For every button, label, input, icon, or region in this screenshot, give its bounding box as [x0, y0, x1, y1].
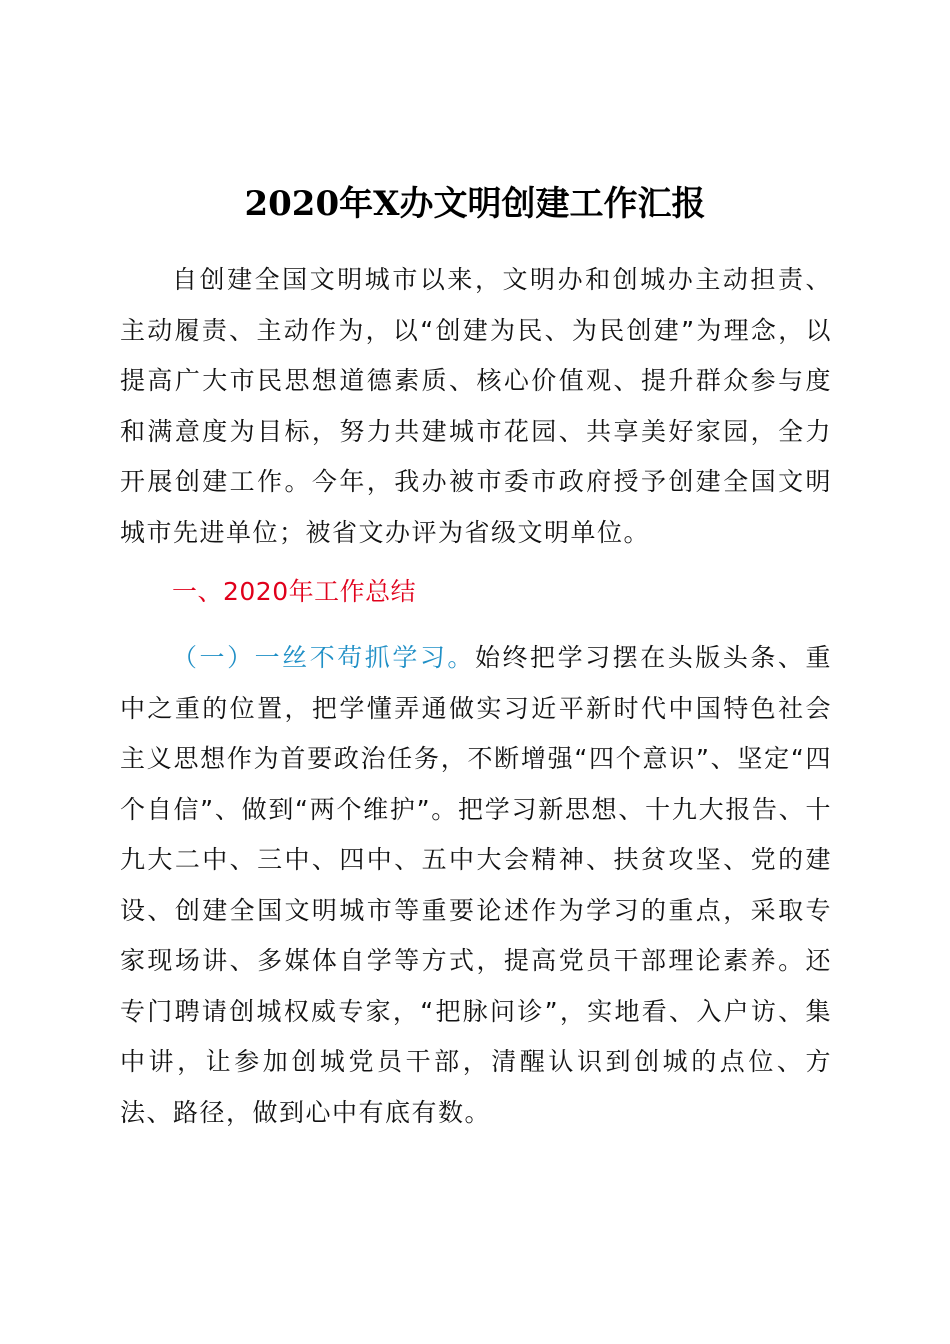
document-title: 2020年X办文明创建工作汇报 — [244, 184, 706, 224]
subsection-body: 始终把学习摆在头版头条、重中之重的位置，把学懂弄通做实习近平新时代中国特色社会主义思想作为首要政治任务，不断增强“四个意识”、坚定“四个自信”、做到“两个维护”。把学习新思想、十九大报告、十九大二中、三中、四中、五中大会精神、扶贫攻坚、党的建设、创建全国文明城市等重要论述作为学习的重点，采取专家现场讲、多媒体自学等方式，提高党员干部理论素养。还专门聘请创城权威专家，“把脉问诊”，实地看、入户访、集中讲，让参加创城党员干部，清醒认识到创城的点位、方法、路径，做到心中有底有数。 — [120, 643, 832, 1127]
subsection-paragraph — [120, 633, 832, 1138]
section-heading: 一、2020年工作总结 — [172, 577, 417, 606]
intro-paragraph: 自创建全国文明城市以来，文明办和创城办主动担责、主动履责、主动作为，以“创建为民、为民创建”为理念，以提高广大市民思想道德素质、核心价值观、提升群众参与度和满意度为目标，努力共建城市花园、共享美好家园，全力开展创建工作。今年，我办被市委市政府授予创建全国文明城市先进单位；被省文办评为省级文明单位。 — [120, 265, 832, 547]
subsection-heading: （一）一丝不苟抓学习。 — [172, 643, 475, 672]
